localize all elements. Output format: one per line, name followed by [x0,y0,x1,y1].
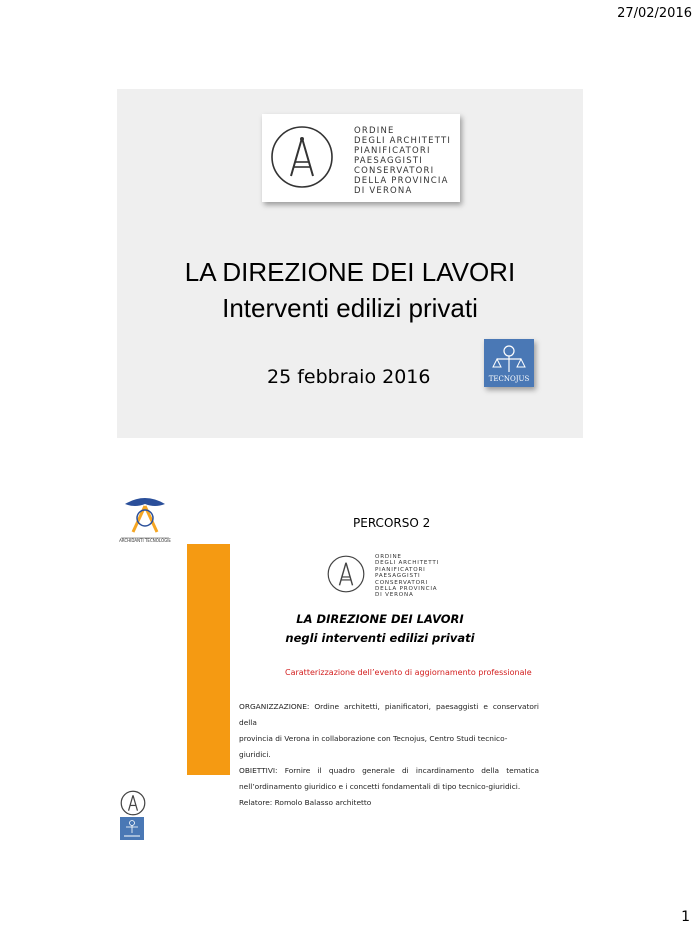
orange-accent-bar [187,544,230,775]
architects-logo-text [354,126,451,196]
slide-subtitle: negli interventi edilizi privati [285,631,475,645]
logo-line: CONSERVATORI [375,579,428,586]
slide-1 [117,89,583,438]
logo-line: DELLA PROVINCIA [375,586,438,593]
description-line: nell’ordinamento giuridico e i concetti fondamentali di tipo tecnico-giuridici. [239,782,521,791]
logo-line: DEGLI ARCHITETTI [375,560,440,567]
logo-line: DI VERONA [375,592,414,599]
description-line: OBIETTIVI: Fornire il quadro generale di incardinamento della tematica [239,766,539,775]
tecnojus-scales-icon [120,817,144,840]
architects-a-logo-icon [120,790,146,816]
description-line: provincia di Verona in collaborazione con Tecnojus, Centro Studi tecnico-giuridici. [239,734,508,759]
architects-a-logo-icon [327,555,365,593]
slide-title: LA DIREZIONE DEI LAVORI [184,257,516,287]
logo-line: ORDINE [375,554,402,560]
description-line: ORGANIZZAZIONE: Ordine architetti, pianificatori, paesaggisti e conservatori della [239,702,539,727]
event-date: 25 febbraio 2016 [267,366,431,388]
page-number: 1 [681,909,690,925]
print-date: 27/02/2016 [617,6,692,21]
percorso-label: PERCORSO 2 [353,516,431,530]
tecnojus-logo [120,817,144,840]
archidanti-logo-icon [117,494,173,544]
svg-text:ARCHIDANTI TECNOLOGIE: ARCHIDANTI TECNOLOGIE [119,538,171,543]
logo-line: DEGLI ARCHITETTI [354,136,452,146]
logo-line: PIANIFICATORI [375,566,426,573]
logo-line: CONSERVATORI [354,166,435,176]
slide-title: LA DIREZIONE DEI LAVORI [296,612,464,626]
slide-2 [117,492,583,841]
logo-line: DI VERONA [354,186,413,196]
description-line: Relatore: Romolo Balasso architetto [239,798,372,807]
architects-a-logo-icon [270,125,334,189]
logo-line: PAESAGGISTI [375,573,421,580]
slide-subtitle: Interventi edilizi privati [222,293,478,323]
logo-line: ORDINE [354,126,395,136]
logo-line: PIANIFICATORI [354,146,431,156]
logo-line: DELLA PROVINCIA [354,176,449,186]
event-description [239,699,539,811]
event-characterization: Caratterizzazione dell’evento di aggiornamento professionale [285,668,532,677]
tecnojus-logo [484,339,534,387]
svg-text:TECNOJUS: TECNOJUS [488,375,530,383]
tecnojus-scales-icon [484,339,534,387]
architects-logo-text [375,554,439,599]
logo-line: PAESAGGISTI [354,156,423,166]
architects-logo-card [262,114,460,202]
